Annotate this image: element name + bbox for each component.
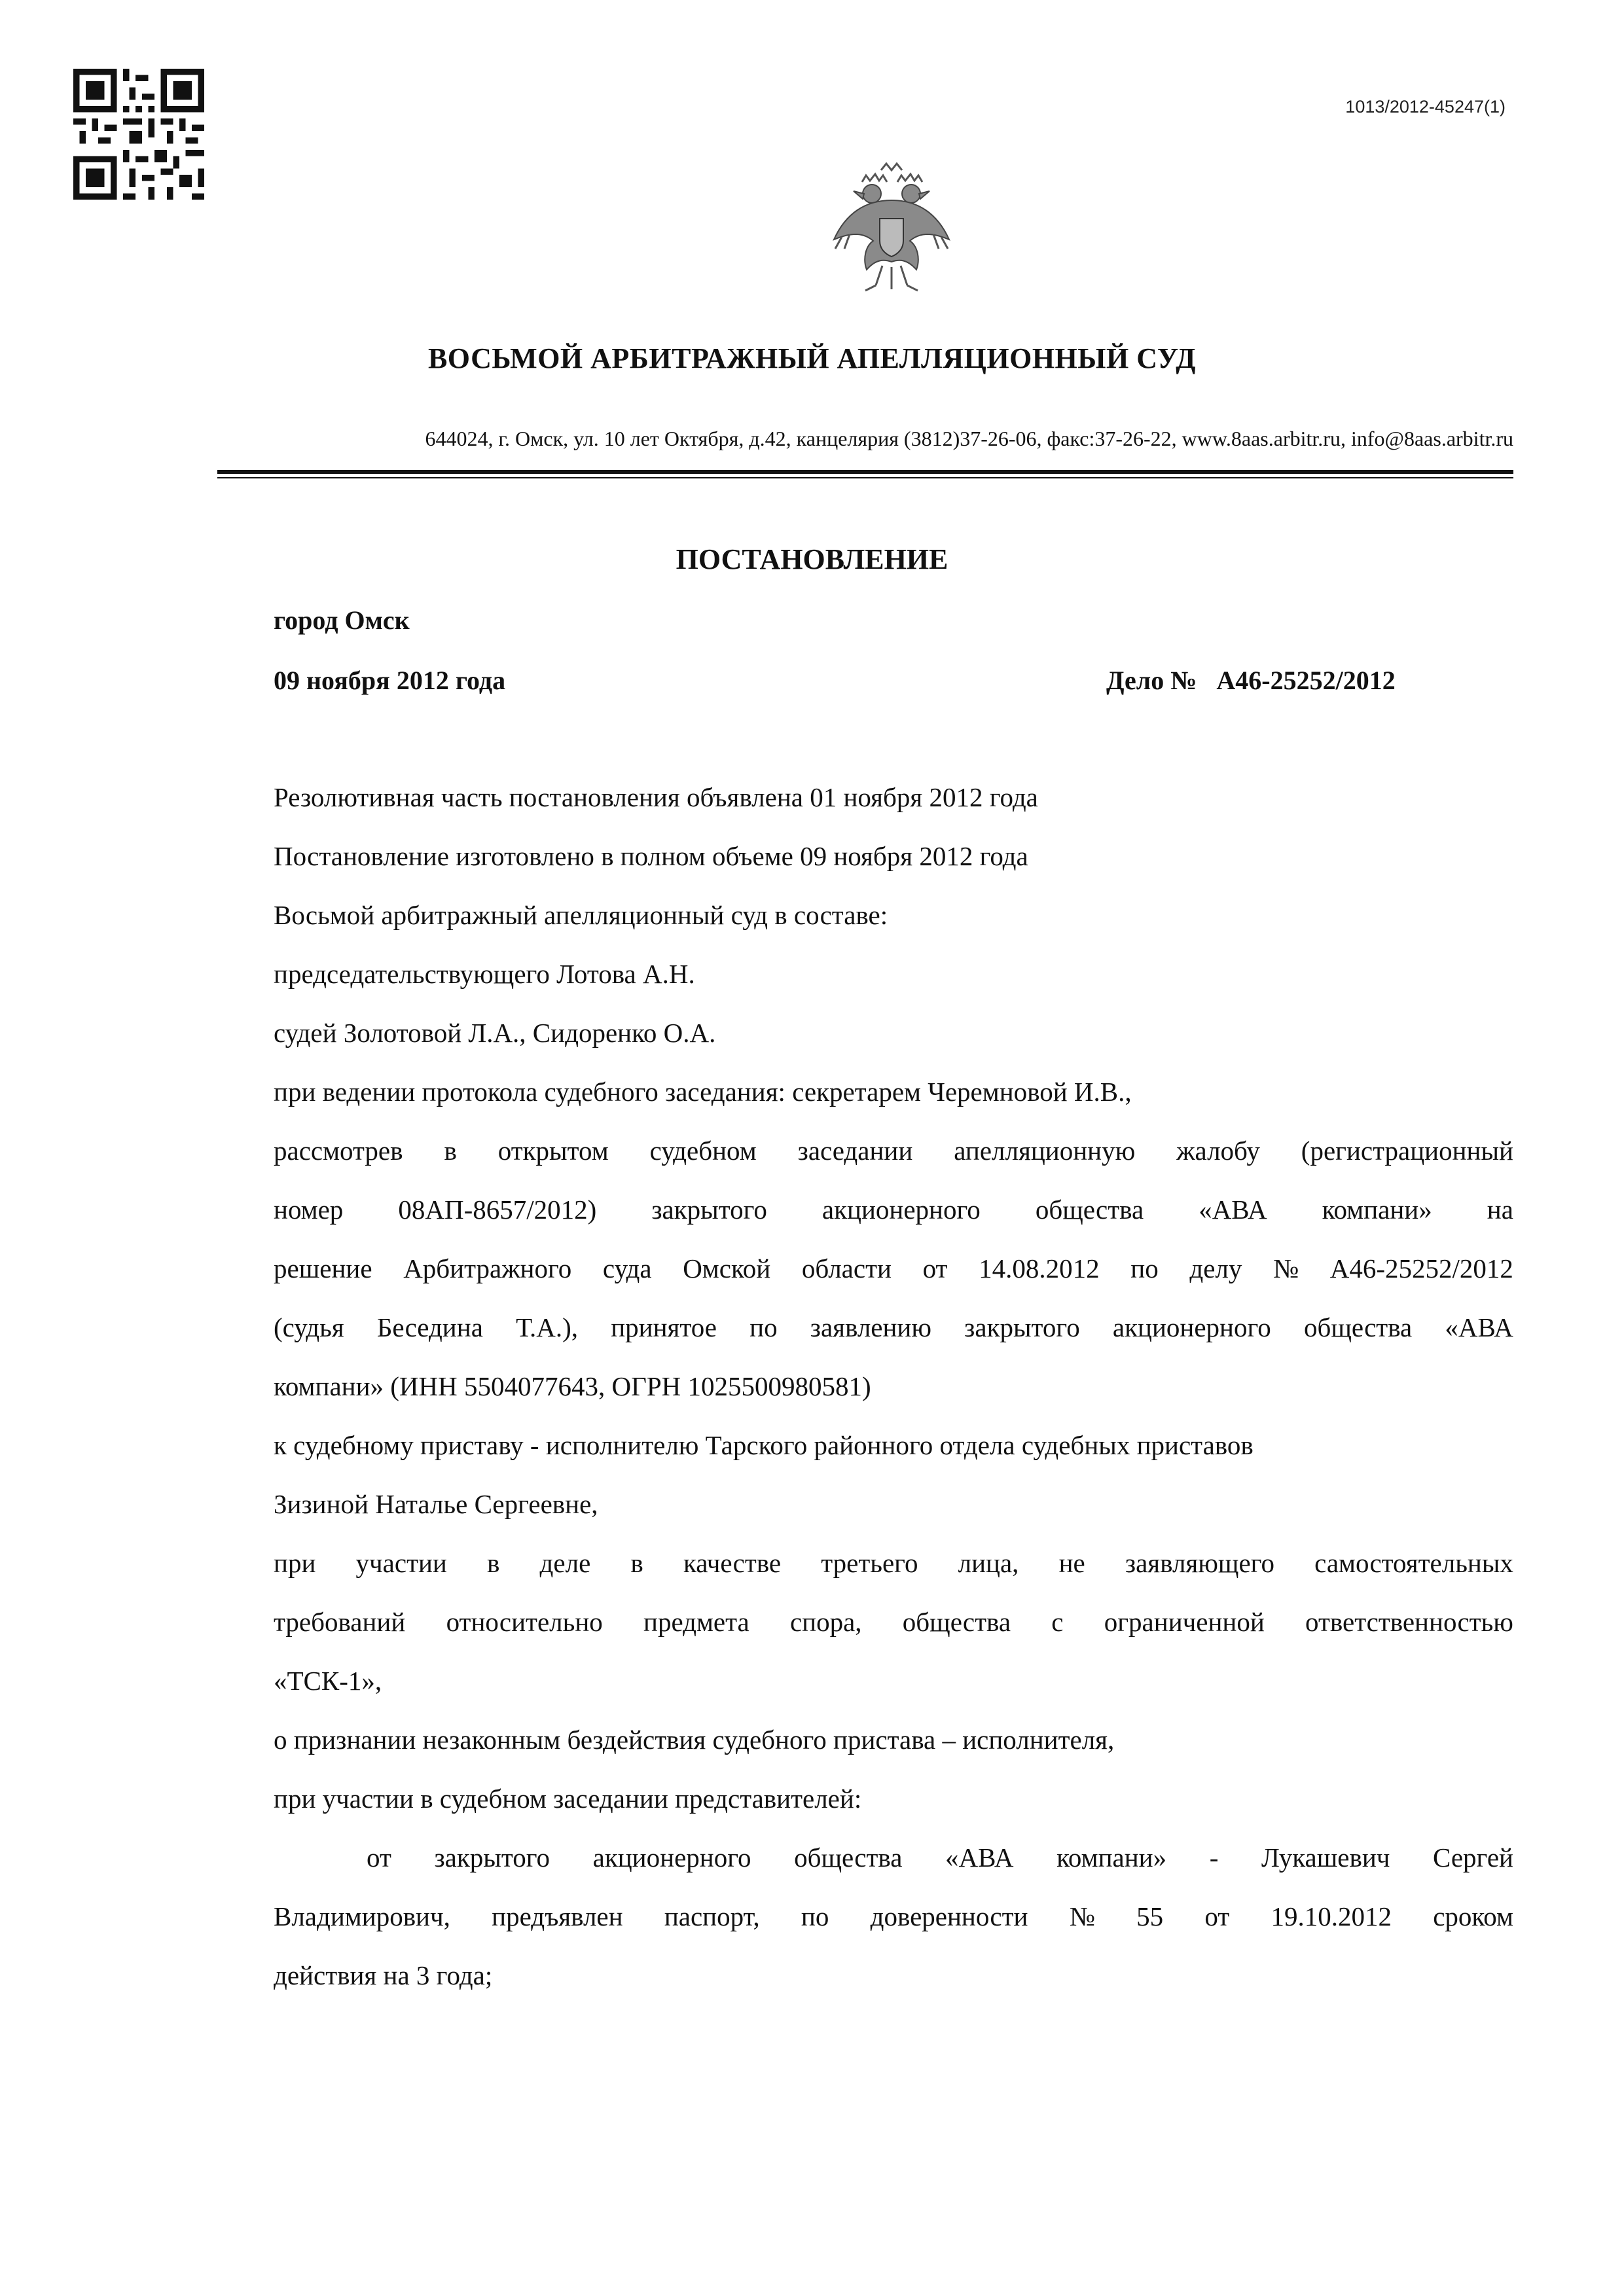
word: не — [1058, 1548, 1085, 1578]
body-line — [274, 1298, 1513, 1357]
body-line: при участии в судебном заседании представителей: — [274, 1784, 862, 1814]
word: 08АП-8657/2012) — [398, 1194, 597, 1225]
body-line — [274, 1887, 1513, 1946]
word: ответственностью — [1305, 1607, 1513, 1637]
body-line — [274, 1180, 1513, 1239]
word: компани» — [1322, 1194, 1432, 1225]
document-id: 1013/2012-45247(1) — [1345, 97, 1506, 117]
document-body — [274, 768, 1513, 2005]
word: жалобу — [1176, 1136, 1260, 1166]
word: акционерного — [1112, 1312, 1271, 1342]
court-address: 644024, г. Омск, ул. 10 лет Октября, д.42, канцелярия (3812)37-26-06, факс:37-26-22, www.8aas.arbitr.ru, info@8aas.arbitr.ru — [425, 427, 1513, 450]
russian-coat-of-arms-icon — [826, 161, 957, 296]
word: принятое — [611, 1312, 717, 1342]
word: рассмотрев — [274, 1136, 403, 1166]
word: открытом — [497, 1136, 609, 1166]
body-line — [274, 1534, 1513, 1592]
word: «АВА — [1445, 1312, 1513, 1342]
word: от — [1204, 1901, 1230, 1931]
word: судебном — [649, 1136, 757, 1166]
body-line: к судебному приставу - исполнителю Тарского районного отдела судебных приставов — [274, 1430, 1254, 1460]
word: акционерного — [592, 1842, 751, 1873]
header-divider — [217, 470, 1513, 474]
word: относительно — [446, 1607, 603, 1637]
body-line — [274, 1239, 1513, 1298]
word: закрытого — [651, 1194, 767, 1225]
word: по — [749, 1312, 778, 1342]
body-line: действия на 3 года; — [274, 1960, 493, 1990]
case-number-value: А46-25252/2012 — [1216, 666, 1396, 695]
body-line: о признании незаконным бездействия судебного пристава – исполнителя, — [274, 1725, 1115, 1755]
word: в — [487, 1548, 500, 1578]
body-line: «ТСК-1», — [274, 1666, 382, 1696]
word: в — [444, 1136, 457, 1166]
word: третьего — [821, 1548, 918, 1578]
body-line: Восьмой арбитражный апелляционный суд в составе: — [274, 900, 888, 930]
word: акционерного — [821, 1194, 981, 1225]
word: «АВА — [945, 1842, 1014, 1873]
word: от — [367, 1842, 391, 1873]
body-line: при ведении протокола судебного заседания: секретарем Черемновой И.В., — [274, 1077, 1132, 1107]
word: доверенности — [870, 1901, 1028, 1931]
word: закрытого — [964, 1312, 1080, 1342]
court-name: ВОСЬМОЙ АРБИТРАЖНЫЙ АПЕЛЛЯЦИОННЫЙ СУД — [427, 342, 1197, 374]
word: сроком — [1433, 1901, 1513, 1931]
word: 55 — [1136, 1901, 1164, 1931]
word: по — [801, 1901, 829, 1931]
body-line: Резолютивная часть постановления объявлена 01 ноября 2012 года — [274, 782, 1038, 812]
document-title: ПОСТАНОВЛЕНИЕ — [676, 543, 948, 575]
word: делу — [1189, 1253, 1242, 1283]
body-line: председательствующего Лотова А.Н. — [274, 959, 695, 989]
word: Сергей — [1433, 1842, 1513, 1873]
body-line: Зизиной Наталье Сергеевне, — [274, 1489, 598, 1519]
word: номер — [274, 1194, 344, 1225]
word: № — [1273, 1253, 1299, 1283]
word: от — [922, 1253, 948, 1283]
header-divider-thin — [217, 477, 1513, 478]
body-line: судей Золотовой Л.А., Сидоренко О.А. — [274, 1018, 716, 1048]
body-line: компани» (ИНН 5504077643, ОГРН 1025500980581) — [274, 1371, 871, 1401]
word: решение — [274, 1253, 372, 1283]
word: заявляющего — [1125, 1548, 1274, 1578]
word: Омской — [683, 1253, 771, 1283]
body-line — [274, 1121, 1513, 1180]
word: общества — [902, 1607, 1011, 1637]
word: Лукашевич — [1261, 1842, 1390, 1873]
word: области — [801, 1253, 892, 1283]
word: Владимирович, — [274, 1901, 450, 1931]
word: паспорт, — [664, 1901, 760, 1931]
word: 14.08.2012 — [979, 1253, 1100, 1283]
word: спора, — [789, 1607, 862, 1637]
word: по — [1130, 1253, 1159, 1283]
word: с — [1051, 1607, 1064, 1637]
body-line — [274, 1828, 1513, 1887]
word: заявлению — [810, 1312, 931, 1342]
word: (судья — [274, 1312, 344, 1342]
word: компани» — [1056, 1842, 1167, 1873]
word: Арбитражного — [403, 1253, 572, 1283]
word: лица, — [958, 1548, 1019, 1578]
word: № — [1069, 1901, 1095, 1931]
word: ограниченной — [1104, 1607, 1265, 1637]
word: общества — [1303, 1312, 1413, 1342]
word: «АВА — [1199, 1194, 1267, 1225]
body-line — [274, 1592, 1513, 1651]
word: качестве — [683, 1548, 782, 1578]
word: заседании — [797, 1136, 913, 1166]
word: общества — [1035, 1194, 1144, 1225]
word: закрытого — [434, 1842, 550, 1873]
word: предъявлен — [492, 1901, 623, 1931]
qr-code-icon — [73, 69, 204, 200]
word: самостоятельных — [1314, 1548, 1513, 1578]
word: 19.10.2012 — [1271, 1901, 1392, 1931]
body-line: Постановление изготовлено в полном объеме 09 ноября 2012 года — [274, 841, 1028, 871]
word: - — [1209, 1842, 1219, 1873]
word: на — [1487, 1194, 1513, 1225]
word: при — [274, 1548, 316, 1578]
word: общества — [794, 1842, 903, 1873]
document-date: 09 ноября 2012 года — [274, 666, 506, 695]
word: предмета — [643, 1607, 749, 1637]
word: участии — [355, 1548, 447, 1578]
word: в — [630, 1548, 643, 1578]
case-label: Дело № — [1106, 666, 1197, 695]
word: деле — [539, 1548, 591, 1578]
word: А46-25252/2012 — [1329, 1253, 1513, 1283]
word: требований — [274, 1607, 406, 1637]
document-city: город Омск — [274, 605, 410, 635]
word: Беседина — [376, 1312, 483, 1342]
case-number — [1106, 665, 1396, 696]
word: апелляционную — [954, 1136, 1136, 1166]
word: суда — [602, 1253, 652, 1283]
word: (регистрационный — [1301, 1136, 1513, 1166]
word: Т.А.), — [516, 1312, 579, 1342]
